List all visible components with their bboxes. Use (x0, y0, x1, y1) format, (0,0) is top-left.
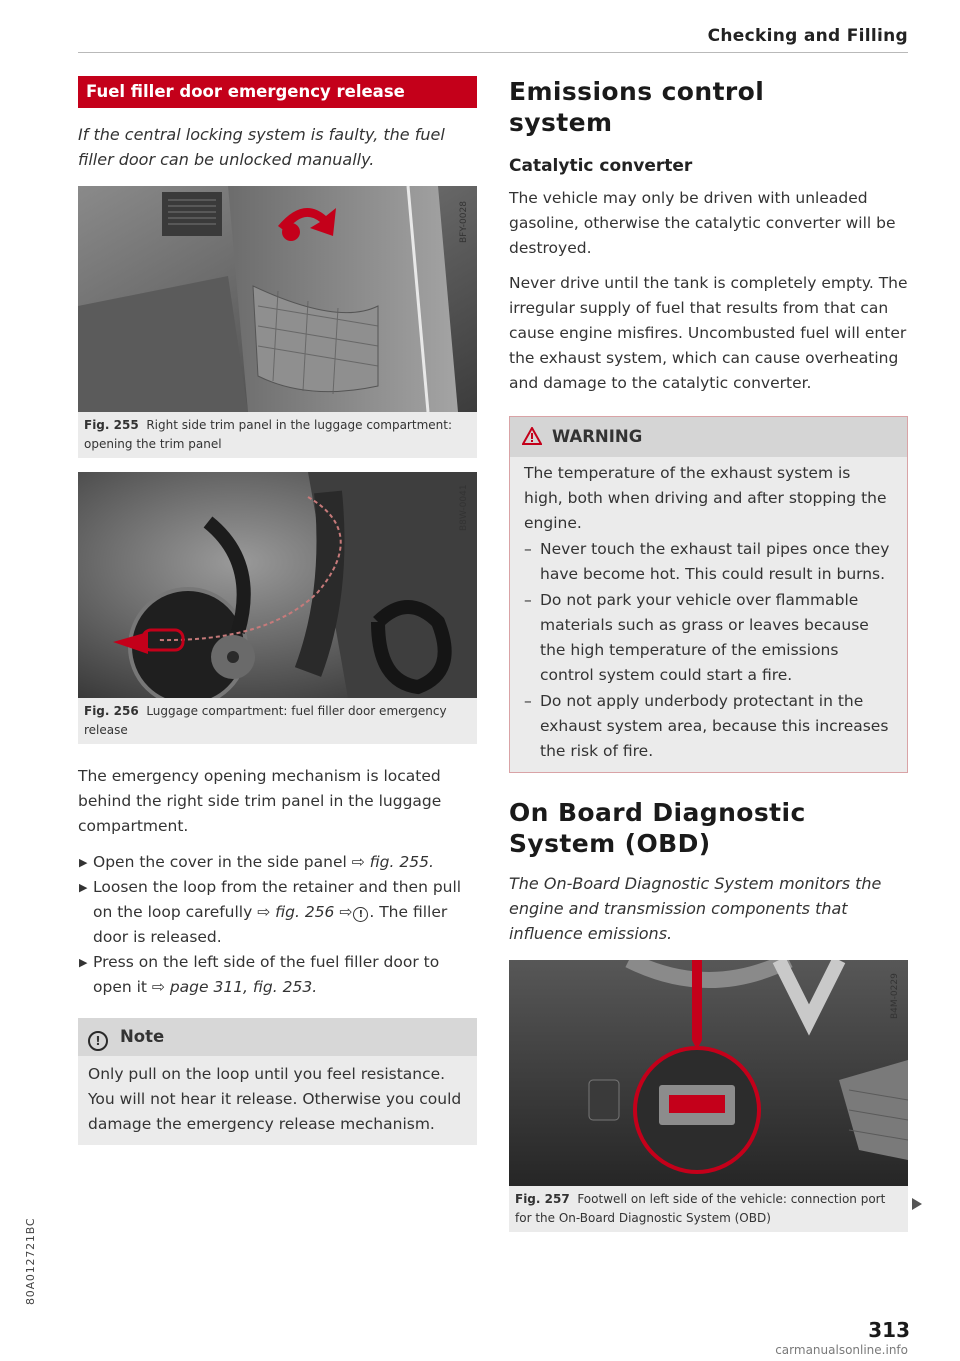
figure-code: B8W-0041 (459, 484, 469, 532)
step-loosen-loop (78, 875, 477, 950)
bullet-triangle-icon: ▶ (79, 956, 88, 969)
heading-catalytic-converter: Catalytic converter (509, 156, 693, 176)
figure-caption (78, 698, 477, 744)
page-header-title: Checking and Filling (707, 26, 908, 46)
page-reference-link[interactable]: ⇨ page 311, fig. 253. (151, 978, 318, 996)
warning-item-text: Do not apply underbody protectant in the exhaust system area, because this increases the risk of fire. (540, 692, 889, 760)
figure-number: Fig. 257 (515, 1192, 570, 1206)
header-divider (78, 52, 908, 53)
warning-title: WARNING (552, 427, 643, 446)
note-exclamation-icon: ! (88, 1031, 108, 1051)
footwell-illustration (509, 960, 908, 1186)
note-body: Only pull on the loop until you feel resistance. You will not hear it release. Otherwise you could damage the emergency release mechanism. (88, 1065, 462, 1133)
figure-caption (78, 412, 477, 458)
warning-item-text: Do not park your vehicle over flammable materials such as grass or leaves because the high temperature of the emissions control system could start a fire. (540, 591, 869, 684)
figure-caption-text: Luggage compartment: fuel filler door emergency release (84, 704, 447, 737)
paragraph-empty-tank: Never drive until the tank is completely empty. The irregular supply of fuel that results from that can cause engine misfires. Uncombusted fuel will enter the exhaust system, which can cause overheating and damage to the catalytic converter. (509, 274, 908, 392)
heading-emissions-control: Emissions control system (509, 77, 765, 137)
document-code: 80A012721BC (24, 1217, 37, 1305)
note-box (78, 1018, 477, 1145)
luggage-trim-illustration (78, 186, 477, 412)
figure-256 (78, 472, 477, 744)
step-text-tail: . The filler door is released. (93, 903, 448, 946)
figure-caption-text: Right side trim panel in the luggage compartment: opening the trim panel (84, 418, 452, 451)
dash-marker: – (524, 540, 532, 558)
step-press-door (78, 950, 477, 1000)
bullet-triangle-icon: ▶ (79, 856, 88, 869)
figure-caption (509, 1186, 908, 1232)
warning-item-text: Never touch the exhaust tail pipes once they have become hot. This could result in burns. (540, 540, 890, 583)
figure-number: Fig. 255 (84, 418, 139, 432)
paragraph-mechanism-location: The emergency opening mechanism is located behind the right side trim panel in the luggage compartment. (78, 767, 442, 835)
figure-257 (509, 960, 908, 1232)
figure-code: B4M-0229 (890, 973, 900, 1019)
heading-obd: On Board Diagnostic System (OBD) (509, 798, 806, 858)
step-text: Open the cover in the side panel (93, 853, 352, 871)
bullet-triangle-icon: ▶ (79, 881, 88, 894)
warning-header (510, 417, 907, 457)
warning-item (524, 689, 893, 764)
note-title: Note (120, 1027, 165, 1046)
paragraph-unleaded: The vehicle may only be driven with unleaded gasoline, otherwise the catalytic converter will be destroyed. (509, 189, 896, 257)
note-reference-icon[interactable]: ! (353, 907, 368, 922)
step-text: Press on the left side of the fuel filler door to open it (93, 953, 440, 996)
warning-item (524, 537, 893, 587)
figure-caption-text: Footwell on left side of the vehicle: connection port for the On-Board Diagnostic System (OBD) (515, 1192, 886, 1225)
figure-reference-link[interactable]: ⇨ fig. 255. (351, 853, 434, 871)
note-header (78, 1018, 477, 1056)
footwell-photo (509, 960, 908, 1186)
warning-item (524, 588, 893, 688)
obd-intro: The On-Board Diagnostic System monitors the engine and transmission components that influence emissions. (509, 874, 882, 943)
figure-code: BFY-0028 (459, 201, 469, 243)
continue-arrow-icon (912, 1198, 922, 1210)
figure-reference-link[interactable]: ⇨ fig. 256 ⇨ (257, 903, 353, 921)
step-text: Loosen the loop from the retainer and then pull on the loop carefully (93, 878, 462, 921)
watermark: carmanualsonline.info (775, 1343, 908, 1357)
right-column (509, 76, 908, 1232)
warning-box (509, 416, 908, 773)
section-intro: If the central locking system is faulty, the fuel filler door can be unlocked manually. (78, 125, 445, 169)
warning-body (510, 457, 907, 772)
luggage-trim-photo (78, 186, 477, 412)
figure-number: Fig. 256 (84, 704, 139, 718)
page-number: 313 (868, 1318, 910, 1342)
figure-255 (78, 186, 477, 458)
left-column (78, 76, 477, 1145)
warning-intro: The temperature of the exhaust system is high, both when driving and after stopping the engine. (524, 464, 887, 532)
fuel-release-illustration (78, 472, 477, 698)
warning-triangle-icon (522, 427, 542, 445)
section-title-fuel-filler: Fuel filler door emergency release (78, 76, 477, 108)
step-open-cover (78, 850, 477, 875)
dash-marker: – (524, 692, 532, 710)
dash-marker: – (524, 591, 532, 609)
fuel-release-photo (78, 472, 477, 698)
